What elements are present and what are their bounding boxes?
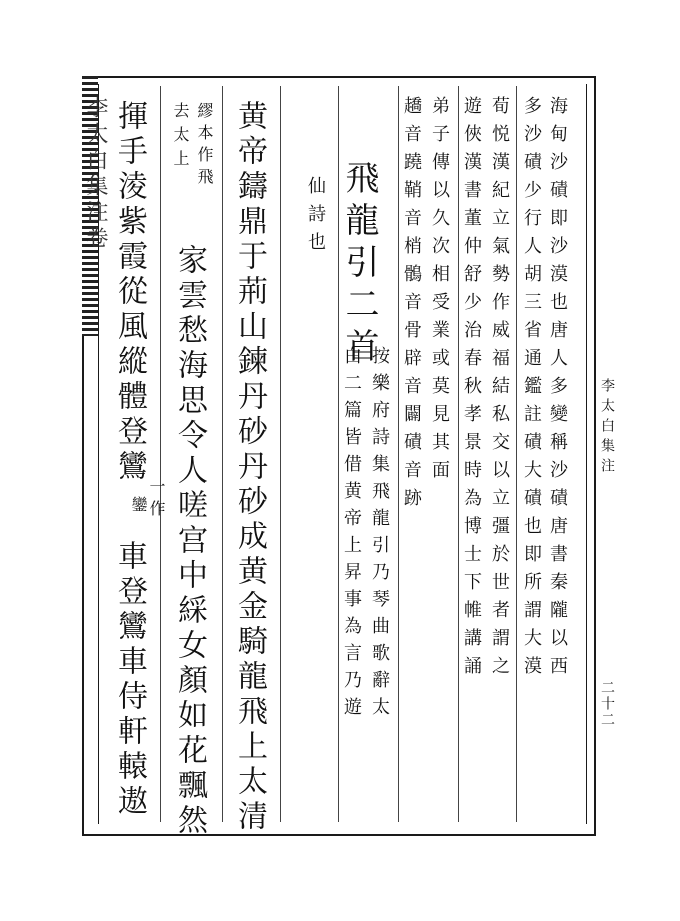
- variant-note-a: 繆本作飛: [195, 102, 214, 190]
- torn-margin-fragment: 李太白集注卷: [83, 96, 108, 252]
- column-rule: [398, 86, 399, 822]
- column-rule: [160, 86, 161, 822]
- commentary-column-2: 多沙磧少行人胡三省通鑑註磧大磧也即所謂大漠: [521, 96, 542, 684]
- column-rule: [280, 86, 281, 822]
- poem-line-2: 家雲愁海思令人嗟宫中綵女顏如花飄然: [172, 244, 207, 839]
- commentary-column-5: 弟子傳以久次相受業或莫見其面: [429, 96, 450, 488]
- book-title: 李太白集注: [599, 378, 615, 478]
- poem-line-3b: 車登鸞車侍軒轅遨: [112, 540, 147, 820]
- column-rule: [458, 86, 459, 822]
- column-rule: [516, 86, 517, 822]
- commentary-column-4: 遊俠漢書董仲舒少治春秋孝景時為博士下帷講誦: [461, 96, 482, 684]
- title-note-column-b: 白二篇皆借黄帝上昇事為言乃遊: [341, 346, 362, 724]
- variant-note-b: 去太上: [171, 102, 190, 174]
- title-note-tail: 仙詩也: [305, 176, 326, 260]
- column-rule: [222, 86, 223, 822]
- fold-line-right: [586, 84, 587, 824]
- fold-line-left: [98, 84, 99, 824]
- page-number: 二十二: [599, 680, 615, 728]
- poem-line-1: 黄帝鑄鼎于荊山鍊丹砂丹砂成黄金騎龍飛上太清: [232, 100, 267, 835]
- commentary-column-1: 海甸沙磧即沙漠也唐人多變稱沙磧唐書秦隴以西: [547, 96, 568, 684]
- commentary-column-3: 荀悦漢紀立氣勢作威福結私交以立彊於世者謂之: [489, 96, 510, 684]
- title-note-column-a: 按樂府詩集飛龍引乃琴曲歌辭太: [369, 346, 390, 724]
- poem-title: 飛龍引二首: [339, 160, 379, 370]
- poem-line-3a: 揮手淩紫霞從風縱體登鸞: [112, 100, 147, 485]
- variant-note-d: 鑾: [129, 496, 148, 518]
- variant-note-c: 一作: [147, 478, 166, 522]
- commentary-column-6: 趫音蹺鞘音梢鶻音骨辟音闢磧音跡: [401, 96, 422, 516]
